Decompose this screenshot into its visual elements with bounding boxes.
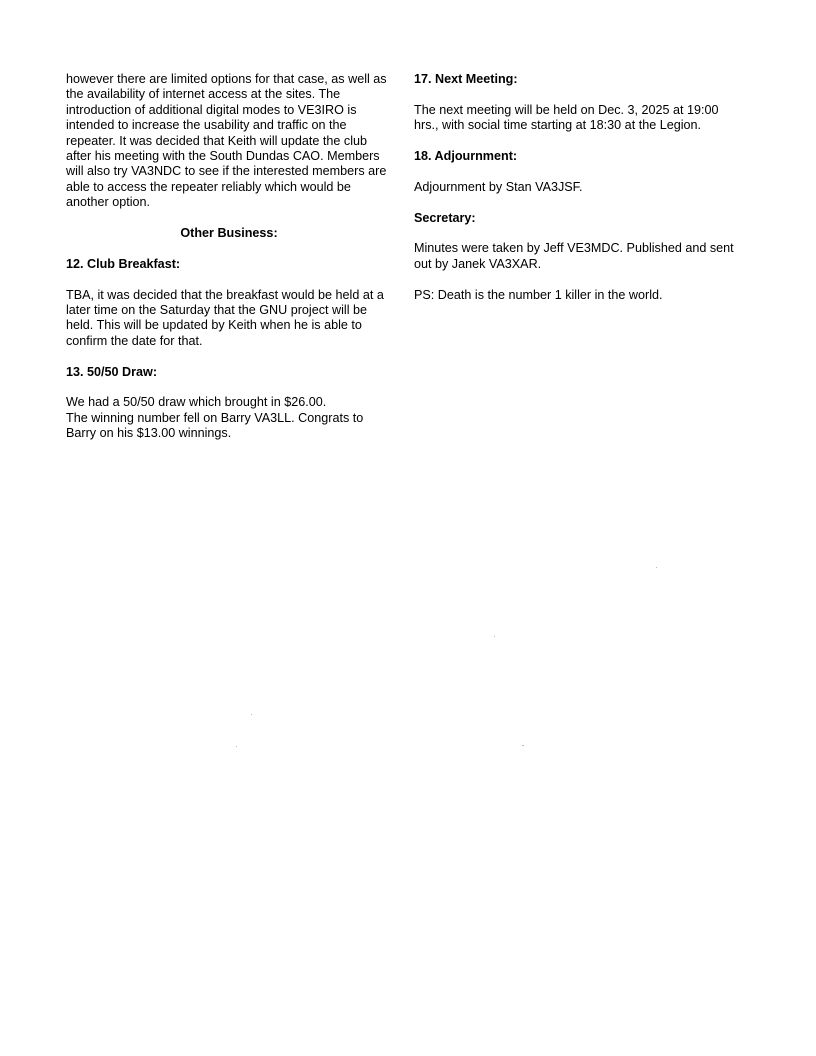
repeater-continuation-paragraph: however there are limited options for that case, as well as the availability of internet access at the sites. The introduction of additional digital modes to VE3IRO is intended to increase the usability and traffic on the repeater. It was decided that Keith will update the club after his meeting with the South Dundas CAO. Members will also try VA3NDC to see if the interested members are able to access the repeater reliably which would be another option. bbox=[66, 72, 387, 210]
left-column bbox=[66, 72, 392, 442]
draw-body bbox=[66, 395, 392, 441]
scan-speck bbox=[236, 746, 237, 747]
scan-speck bbox=[522, 745, 524, 746]
secretary-body: Minutes were taken by Jeff VE3MDC. Published and sent out by Janek VA3XAR. bbox=[414, 241, 734, 271]
adjournment-body: Adjournment by Stan VA3JSF. bbox=[414, 179, 583, 194]
next-meeting-heading: 17. Next Meeting: bbox=[414, 72, 518, 86]
right-column bbox=[414, 72, 744, 318]
secretary-heading: Secretary: bbox=[414, 210, 476, 225]
next-meeting-body: The next meeting will be held on Dec. 3, 2025 at 19:00 hrs., with social time starting at 18:30 at the Legion. bbox=[414, 102, 719, 133]
club-breakfast-heading: 12. Club Breakfast: bbox=[66, 256, 181, 271]
scan-speck bbox=[251, 714, 252, 715]
draw-heading: 13. 50/50 Draw: bbox=[66, 364, 158, 379]
scan-speck bbox=[656, 567, 657, 568]
adjournment-heading: 18. Adjournment: bbox=[414, 149, 518, 163]
ps-note: PS: Death is the number 1 killer in the world. bbox=[414, 287, 663, 302]
draw-amount-line: We had a 50/50 draw which brought in $26.00. bbox=[66, 395, 327, 410]
scan-speck bbox=[494, 636, 495, 637]
draw-winner-line: The winning number fell on Barry VA3LL. Congrats to Barry on his $13.00 winnings. bbox=[66, 410, 364, 441]
other-business-heading: Other Business: bbox=[180, 226, 278, 241]
club-breakfast-body: TBA, it was decided that the breakfast would be held at a later time on the Saturday that the GNU project will be held. This will be updated by Keith when he is able to confirm the date for that. bbox=[66, 287, 384, 348]
